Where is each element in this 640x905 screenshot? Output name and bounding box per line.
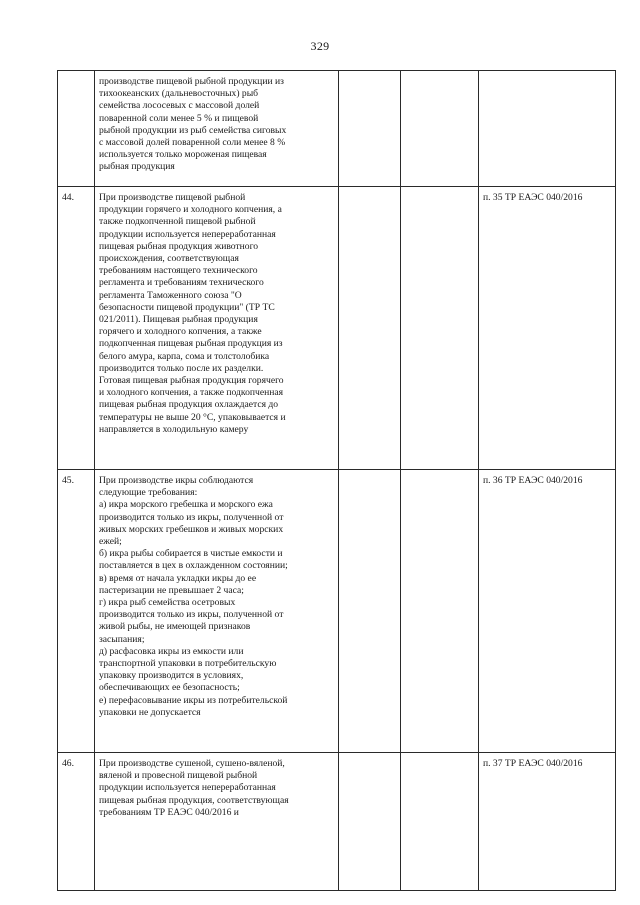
requirement-text-line: пищевая рыбная продукция, соответствующая: [99, 794, 289, 806]
requirement-text-line: упаковки не допускается: [99, 706, 201, 718]
requirement-text-line: При производстве икры соблюдаются: [99, 475, 254, 486]
requirement-text-line: производстве пищевой рыбной продукции из: [99, 76, 284, 87]
requirement-text-line: температуры не выше 20 °С, упаковывается и: [99, 411, 286, 423]
requirement-text-line: регламента и требованиям технического: [99, 277, 264, 289]
requirement-text-line: происхождения, соответствующая: [99, 253, 239, 265]
requirement-text-line: д) расфасовка икры из емкости или: [99, 645, 244, 657]
requirement-text-line: поваренной соли менее 5 % и пищевой: [99, 112, 259, 124]
requirement-text-line: а) икра морского гребешка и морского ежа: [99, 499, 273, 511]
requirement-text-line: с массовой долей поваренной соли менее 8 %: [99, 137, 286, 149]
requirement-text-line: ежей;: [99, 536, 122, 548]
empty-cell: [339, 71, 401, 187]
empty-cell: [401, 753, 479, 891]
requirement-text-line: продукции используется непереработанная: [99, 782, 276, 794]
requirement-text-line: засыпания;: [99, 633, 145, 645]
requirement-text-line: 021/2011). Пищевая рыбная продукция: [99, 314, 258, 326]
empty-cell: [339, 470, 401, 753]
requirement-text-line: г) икра рыб семейства осетровых: [99, 597, 236, 609]
empty-cell: [339, 187, 401, 470]
item-number-cell: 46.: [58, 753, 95, 891]
requirement-text-line: пищевая рыбная продукция охлаждается до: [99, 399, 279, 411]
requirement-text-line: безопасности пищевой продукции" (ТР ТС: [99, 301, 275, 313]
requirement-text-line: следующие требования:: [99, 487, 198, 499]
regulation-reference-cell: п. 37 ТР ЕАЭС 040/2016: [479, 753, 616, 891]
requirement-text-line: упаковку производится в условиях,: [99, 670, 244, 682]
requirement-text-line: рыбной продукции из рыб семейства сиговых: [99, 124, 287, 136]
requirement-text-line: рыбная продукция: [99, 161, 175, 173]
requirement-text-line: также подкопченной пищевой рыбной: [99, 216, 256, 228]
empty-cell: [401, 71, 479, 187]
table-row: [58, 71, 616, 187]
requirement-text-line: б) икра рыбы собирается в чистые емкости и: [99, 548, 283, 560]
empty-cell: [339, 753, 401, 891]
requirement-text-line: Готовая пищевая рыбная продукция горячего: [99, 375, 284, 387]
requirement-text-line: пастеризации не превышает 2 часа;: [99, 584, 244, 596]
requirement-text-line: тихоокеанских (дальневосточных) рыб: [99, 88, 259, 100]
table-row: [58, 753, 616, 891]
requirement-text-line: поставляется в цех в охлажденном состоянии;: [99, 560, 288, 572]
requirement-text-line: в) время от начала укладки икры до ее: [99, 572, 257, 584]
requirement-text-line: е) перефасовывание икры из потребительской: [99, 694, 288, 706]
item-number-cell: [58, 71, 95, 187]
item-number-cell: 44.: [58, 187, 95, 470]
requirement-text-line: живых морских гребешков и живых морских: [99, 523, 284, 535]
requirement-cell: [95, 71, 339, 187]
requirement-text-line: семейства лососевых с массовой долей: [99, 100, 260, 112]
requirement-text-line: направляется в холодильную камеру: [99, 423, 249, 435]
requirement-cell: [95, 187, 339, 470]
empty-cell: [401, 470, 479, 753]
requirement-text-line: При производстве пищевой рыбной: [99, 192, 246, 203]
regulation-reference-cell: п. 36 ТР ЕАЭС 040/2016: [479, 470, 616, 753]
requirement-text-line: производится только после их разделки.: [99, 362, 264, 374]
requirements-table: [57, 70, 616, 891]
requirement-cell: [95, 753, 339, 891]
requirement-text-line: вяленой и провесной пищевой рыбной: [99, 770, 258, 782]
requirement-cell: [95, 470, 339, 753]
regulation-reference-cell: [479, 71, 616, 187]
table-row: [58, 187, 616, 470]
requirement-text-line: горячего и холодного копчения, а также: [99, 326, 262, 338]
item-number-cell: 45.: [58, 470, 95, 753]
page-number: 329: [310, 39, 330, 53]
requirement-text-line: продукции используется непереработанная: [99, 228, 276, 240]
requirement-text-line: регламента Таможенного союза "О: [99, 289, 242, 301]
requirement-text-line: подкопченная пищевая рыбная продукция из: [99, 338, 283, 350]
requirement-text-line: При производстве сушеной, сушено-вяленой,: [99, 758, 285, 769]
requirement-text-line: производится только из икры, полученной от: [99, 511, 284, 523]
regulation-reference-cell: п. 35 ТР ЕАЭС 040/2016: [479, 187, 616, 470]
requirement-text-line: живой рыбы, не имеющей признаков: [99, 621, 251, 633]
requirement-text-line: пищевая рыбная продукция животного: [99, 240, 259, 252]
requirement-text-line: и холодного копчения, а также подкопченная: [99, 387, 284, 399]
requirement-text-line: используется только мороженая пищевая: [99, 149, 267, 161]
requirement-text-line: требованиям ТР ЕАЭС 040/2016 и: [99, 806, 239, 818]
empty-cell: [401, 187, 479, 470]
requirement-text-line: белого амура, карпа, сома и толстолобика: [99, 350, 270, 362]
requirement-text-line: транспортной упаковки в потребительскую: [99, 658, 277, 670]
requirement-text-line: требованиям настоящего технического: [99, 265, 258, 277]
requirement-text-line: продукции горячего и холодного копчения, а: [99, 204, 282, 216]
requirement-text-line: производится только из икры, полученной от: [99, 609, 284, 621]
requirement-text-line: обеспечивающих ее безопасность;: [99, 682, 240, 694]
table-row: [58, 470, 616, 753]
